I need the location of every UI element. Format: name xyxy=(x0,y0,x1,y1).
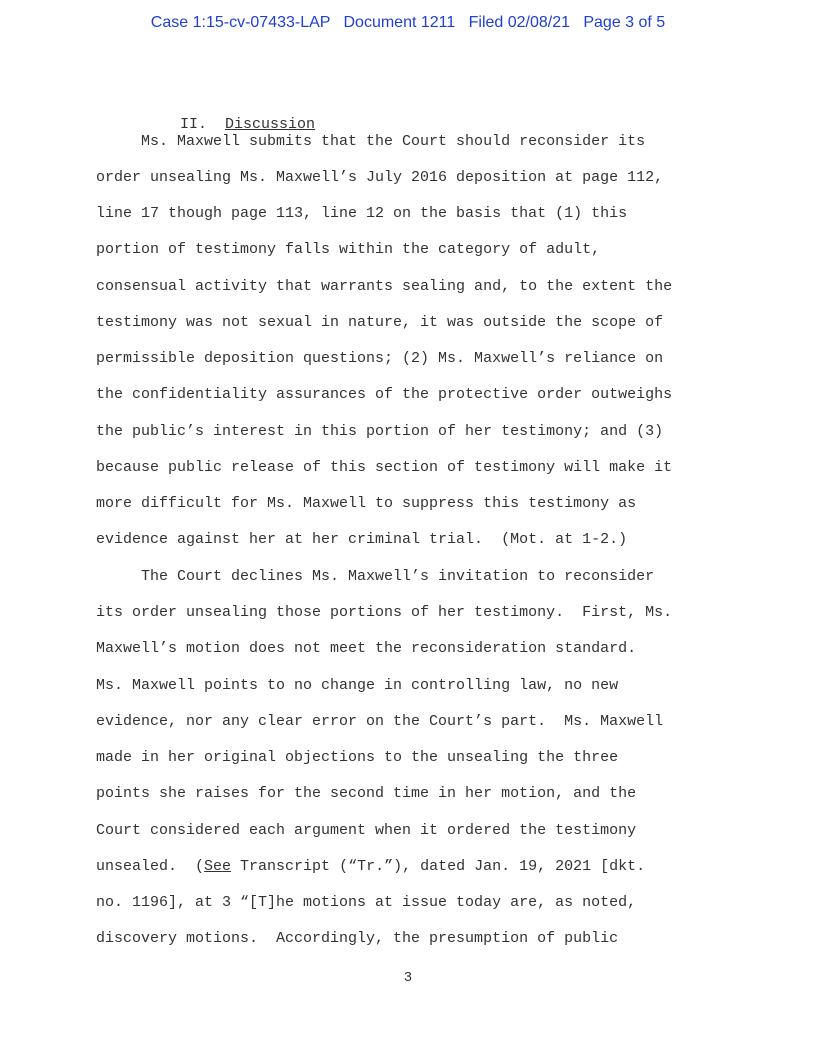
text-line: because public release of this section of testimony will make it xyxy=(96,459,673,476)
section-heading xyxy=(96,95,736,133)
text-line: The Court declines Ms. Maxwell’s invitation to reconsider xyxy=(96,568,655,585)
text-line: no. 1196], at 3 “[T]he motions at issue today are, as noted, xyxy=(96,894,637,911)
text-line: the confidentiality assurances of the protective order outweighs xyxy=(96,386,673,403)
text-line: portion of testimony falls within the category of adult, xyxy=(96,241,601,258)
text-line: Court considered each argument when it ordered the testimony xyxy=(96,822,637,839)
text-line: points she raises for the second time in her motion, and the xyxy=(96,785,637,802)
text-line: Maxwell’s motion does not meet the reconsideration standard. xyxy=(96,640,637,657)
text-line: testimony was not sexual in nature, it was outside the scope of xyxy=(96,314,664,331)
text-line: discovery motions. Accordingly, the presumption of public xyxy=(96,930,619,947)
text-line: evidence, nor any clear error on the Court’s part. Ms. Maxwell xyxy=(96,713,664,730)
case-header: Case 1:15-cv-07433-LAP Document 1211 Filed 02/08/21 Page 3 of 5 xyxy=(150,14,666,31)
see-line-after: Transcript (“Tr.”), dated Jan. 19, 2021 [dkt. xyxy=(231,858,646,875)
page-number: 3 xyxy=(403,970,413,986)
section-title: Discussion xyxy=(225,116,316,133)
text-line: evidence against her at her criminal trial. (Mot. at 1-2.) xyxy=(96,531,628,548)
see-line-before: unsealed. ( xyxy=(96,858,205,875)
text-line: order unsealing Ms. Maxwell’s July 2016 deposition at page 112, xyxy=(96,169,664,186)
text-line: its order unsealing those portions of her testimony. First, Ms. xyxy=(96,604,673,621)
text-line: line 17 though page 113, line 12 on the basis that (1) this xyxy=(96,205,628,222)
paragraph-2 xyxy=(96,567,736,947)
see-signal: See xyxy=(204,858,232,875)
text-line: Ms. Maxwell points to no change in controlling law, no new xyxy=(96,677,619,694)
text-line: the public’s interest in this portion of her testimony; and (3) xyxy=(96,423,664,440)
text-line: Ms. Maxwell submits that the Court should reconsider its xyxy=(96,133,646,150)
text-line: more difficult for Ms. Maxwell to suppress this testimony as xyxy=(96,495,637,512)
text-line: consensual activity that warrants sealing and, to the extent the xyxy=(96,278,673,295)
paragraph-1 xyxy=(96,132,736,548)
text-line: permissible deposition questions; (2) Ms. Maxwell’s reliance on xyxy=(96,350,664,367)
text-line xyxy=(96,857,645,877)
section-number: II. xyxy=(180,116,208,133)
text-line: made in her original objections to the unsealing the three xyxy=(96,749,619,766)
